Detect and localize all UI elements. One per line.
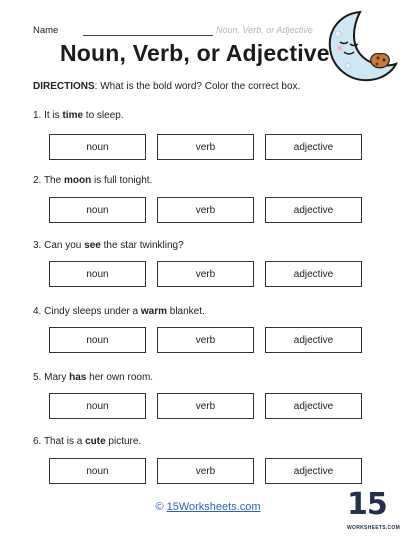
adjective-box[interactable]: adjective <box>265 458 362 484</box>
verb-box[interactable]: verb <box>157 261 254 287</box>
footer-link[interactable]: 15Worksheets.com <box>166 501 261 513</box>
question-3 <box>33 240 184 251</box>
page-title: Noun, Verb, or Adjective <box>60 40 330 66</box>
noun-box[interactable]: noun <box>49 458 146 484</box>
directions-label: DIRECTIONS <box>33 81 95 92</box>
worksheets-logo <box>347 487 401 535</box>
question-6 <box>33 436 141 447</box>
question-text: to sleep. <box>83 110 124 121</box>
noun-box[interactable]: noun <box>49 261 146 287</box>
question-text: That is a <box>43 436 86 447</box>
copyright-symbol: © <box>155 501 164 513</box>
question-number: 6. <box>33 436 42 447</box>
noun-box[interactable]: noun <box>49 197 146 223</box>
noun-box[interactable]: noun <box>49 134 146 160</box>
noun-box[interactable]: noun <box>49 327 146 353</box>
question-number: 1. <box>33 110 42 121</box>
header-subtitle: Noun, Verb, or Adjective <box>216 25 313 35</box>
bold-word: time <box>62 110 84 121</box>
bold-word: see <box>84 240 101 251</box>
verb-box[interactable]: verb <box>157 197 254 223</box>
name-row <box>33 22 313 38</box>
noun-box[interactable]: noun <box>49 393 146 419</box>
adjective-box[interactable]: adjective <box>265 197 362 223</box>
adjective-box[interactable]: adjective <box>265 134 362 160</box>
verb-box[interactable]: verb <box>157 134 254 160</box>
name-input-line[interactable] <box>83 35 213 36</box>
question-text: picture. <box>105 436 142 447</box>
verb-box[interactable]: verb <box>157 393 254 419</box>
verb-box[interactable]: verb <box>157 458 254 484</box>
question-number: 3. <box>33 240 42 251</box>
question-number: 4. <box>33 306 42 317</box>
verb-box[interactable]: verb <box>157 327 254 353</box>
question-text: her own room. <box>86 372 154 383</box>
directions-text: : What is the bold word? Color the correct box. <box>94 81 301 92</box>
logo-number: 15 <box>347 487 387 522</box>
question-text: the star twinkling? <box>100 240 184 251</box>
adjective-box[interactable]: adjective <box>265 393 362 419</box>
bold-word: moon <box>63 175 92 186</box>
question-1 <box>33 110 124 121</box>
question-text: Cindy sleeps under a <box>44 306 141 317</box>
bold-word: cute <box>85 436 106 447</box>
adjective-box[interactable]: adjective <box>265 327 362 353</box>
name-label: Name <box>33 25 59 36</box>
bold-word: warm <box>140 306 167 317</box>
question-4 <box>33 306 205 317</box>
question-2 <box>33 175 152 186</box>
question-number: 2. <box>33 175 42 186</box>
question-number: 5. <box>33 372 42 383</box>
question-text: Mary <box>44 372 70 383</box>
question-text: Can you <box>44 240 85 251</box>
question-text: is full tonight. <box>91 175 153 186</box>
bold-word: has <box>69 372 87 383</box>
question-text: It is <box>44 110 63 121</box>
adjective-box[interactable]: adjective <box>265 261 362 287</box>
question-text: blanket. <box>166 306 205 317</box>
question-5 <box>33 372 153 383</box>
sleeping-moon-icon <box>322 8 398 84</box>
directions <box>33 81 300 92</box>
question-text: The <box>43 175 64 186</box>
logo-word: WORKSHEETS.COM <box>347 525 401 531</box>
